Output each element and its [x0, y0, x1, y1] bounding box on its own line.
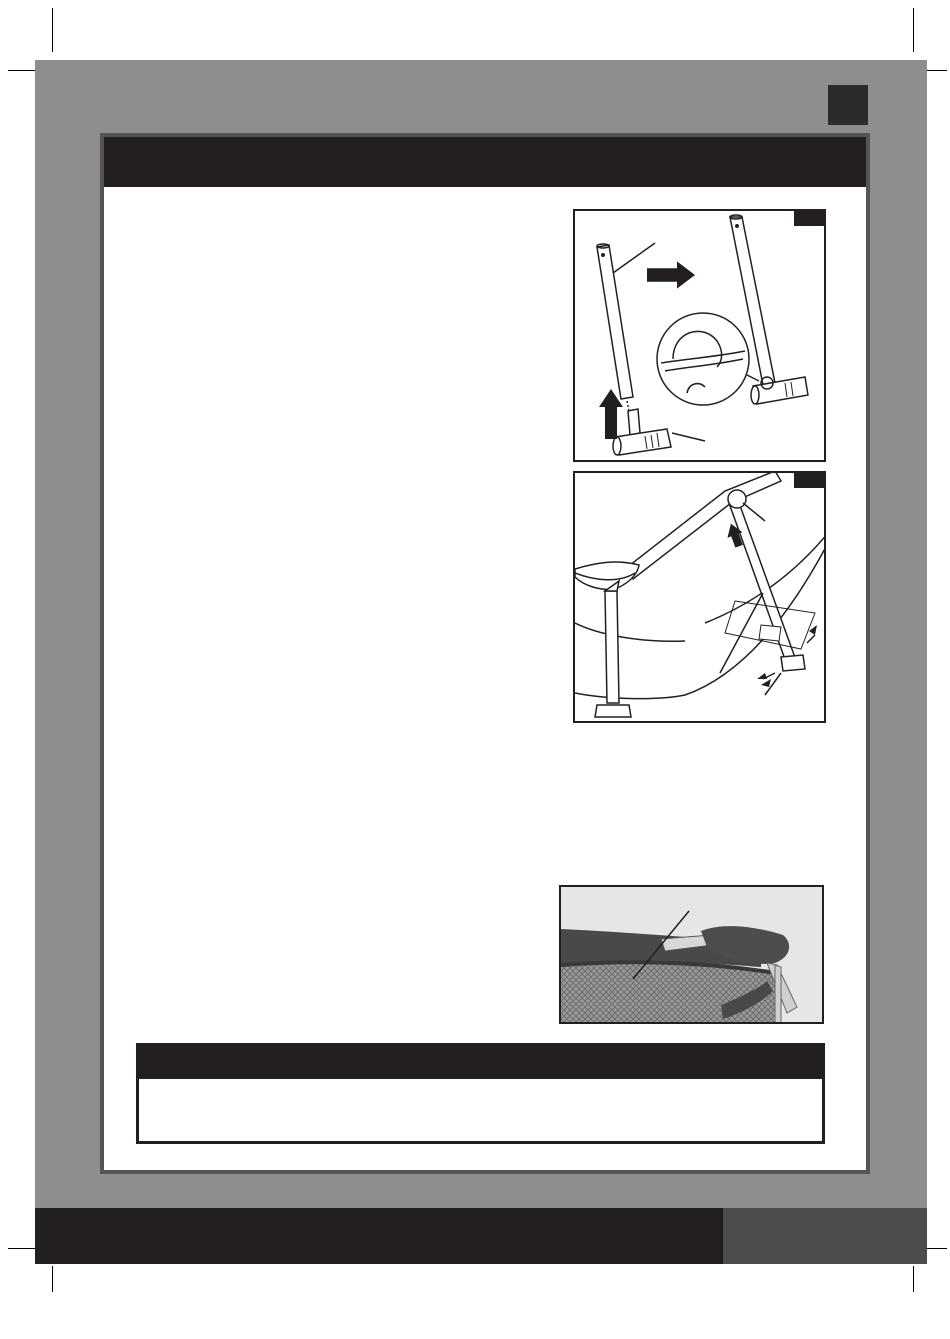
note-box — [136, 1043, 825, 1144]
section-header-bar — [104, 137, 866, 187]
note-header-bar — [139, 1046, 822, 1079]
footer-bar — [35, 1208, 723, 1264]
leg-and-foot-assembly-icon — [575, 211, 826, 462]
frame-brace-installation-icon — [575, 473, 826, 723]
crop-mark — [52, 1266, 53, 1292]
crop-mark — [913, 8, 914, 52]
figure-pool-edge-photo — [559, 885, 824, 1024]
figure-leg-assembly — [573, 209, 826, 462]
figure-brace-install — [573, 471, 826, 723]
crop-mark — [52, 8, 53, 52]
crop-mark — [8, 1248, 38, 1249]
pool-edge-corner-photo-icon — [561, 887, 824, 1024]
crop-mark — [913, 1266, 914, 1292]
footer-page-tab — [723, 1208, 927, 1264]
crop-mark — [8, 70, 38, 71]
language-tab — [828, 85, 868, 125]
